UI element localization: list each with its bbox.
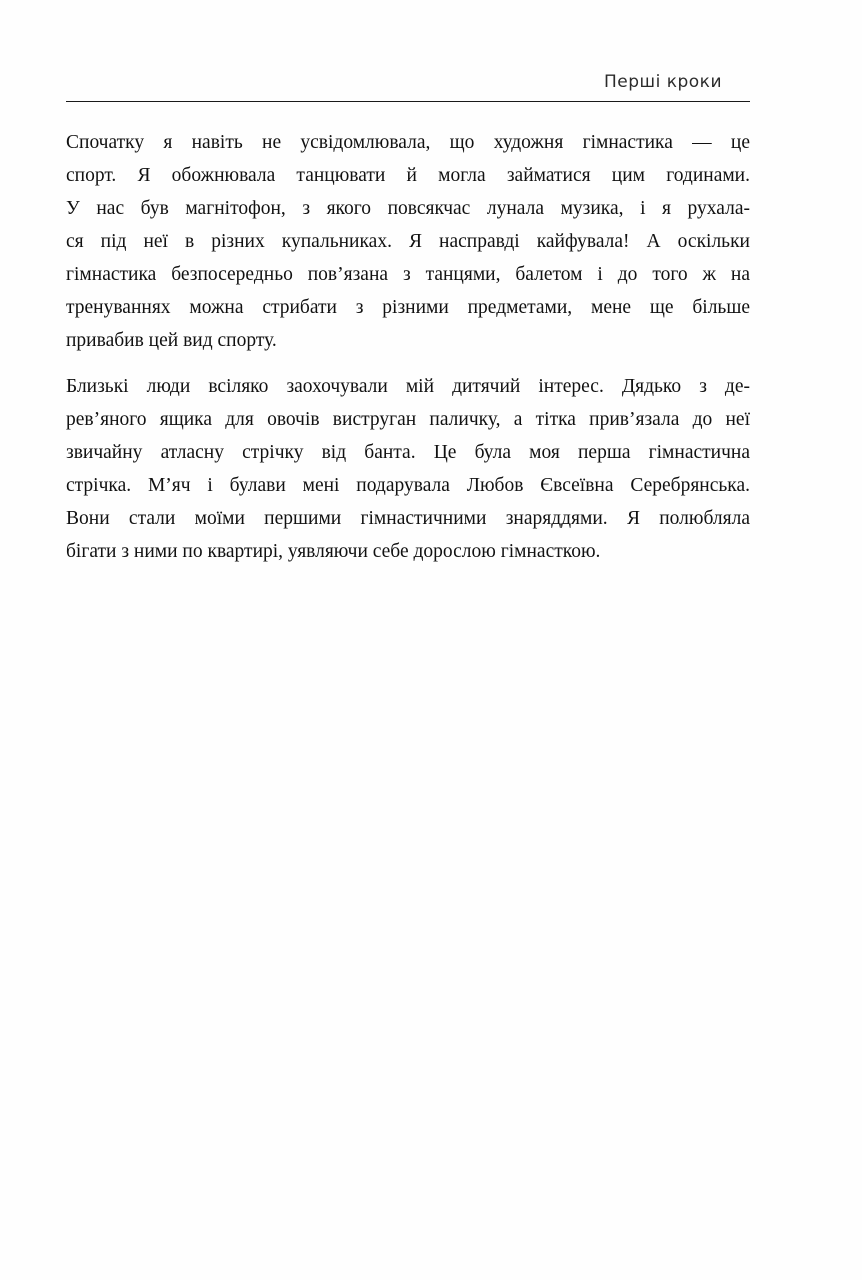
body-text bbox=[66, 126, 750, 568]
text-line: рев’яного ящика для овочів виструган паличку, а тітка прив’язала до неї bbox=[66, 409, 750, 430]
paragraph-1 bbox=[66, 126, 750, 357]
text-line: звичайну атласну стрічку від банта. Це була моя перша гімнастична bbox=[66, 442, 750, 463]
text-line: ся під неї в різних купальниках. Я насправді кайфувала! А оскільки bbox=[66, 231, 750, 252]
text-line: бігати з ними по квартирі, уявляючи себе дорослою гімнасткою. bbox=[66, 541, 601, 562]
text-line: гімнастика безпосередньо пов’язана з танцями, балетом і до того ж на bbox=[66, 264, 750, 285]
text-line: тренуваннях можна стрибати з різними предметами, мене ще більше bbox=[66, 297, 750, 318]
running-head: Перші кроки bbox=[604, 72, 722, 92]
text-line: Спочатку я навіть не усвідомлювала, що художня гімнастика — це bbox=[66, 132, 750, 153]
text-line: У нас був магнітофон, з якого повсякчас лунала музика, і я рухала- bbox=[66, 198, 750, 219]
text-line: Вони стали моїми першими гімнастичними знаряддями. Я полюбляла bbox=[66, 508, 750, 529]
paragraph-gap bbox=[66, 357, 750, 370]
text-line: привабив цей вид спорту. bbox=[66, 330, 277, 351]
text-line: стрічка. М’яч і булави мені подарувала Любов Євсеївна Серебрянська. bbox=[66, 475, 750, 496]
text-line: Близькі люди всіляко заохочували мій дитячий інтерес. Дядько з де- bbox=[66, 376, 750, 397]
header-rule bbox=[66, 101, 750, 102]
text-line: спорт. Я обожнювала танцювати й могла займатися цим годинами. bbox=[66, 165, 750, 186]
paragraph-2 bbox=[66, 370, 750, 568]
